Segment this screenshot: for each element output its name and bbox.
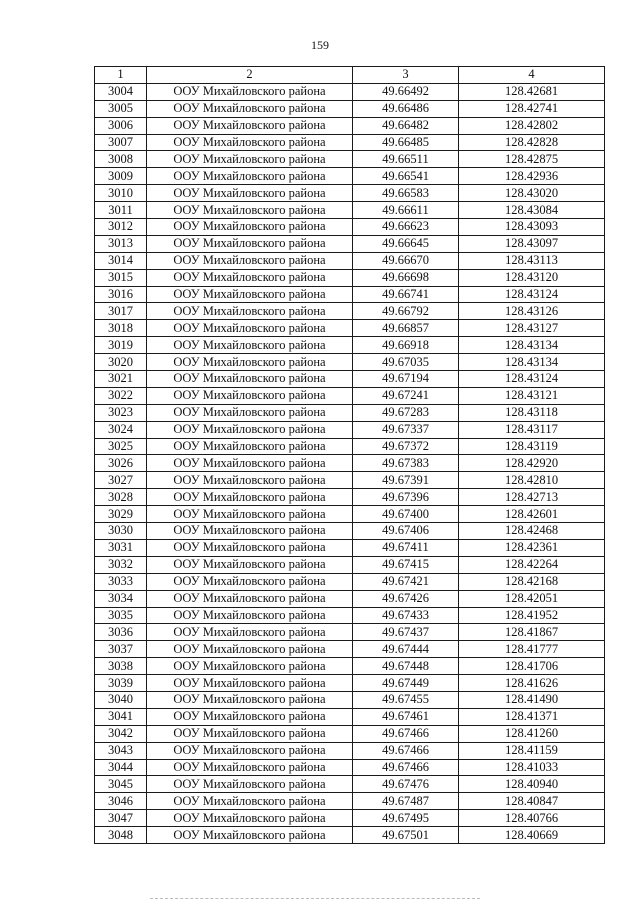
point-number-cell: 3034 xyxy=(95,590,147,607)
table-row xyxy=(95,337,605,354)
point-number-cell: 3047 xyxy=(95,810,147,827)
longitude-cell: 128.42802 xyxy=(459,117,605,134)
table-row xyxy=(95,827,605,844)
table-row xyxy=(95,607,605,624)
object-name-cell: ООУ Михайловского района xyxy=(147,556,353,573)
point-number-cell: 3009 xyxy=(95,168,147,185)
object-name-cell: ООУ Михайловского района xyxy=(147,810,353,827)
table-row xyxy=(95,472,605,489)
table-row xyxy=(95,185,605,202)
latitude-cell: 49.66541 xyxy=(353,168,459,185)
point-number-cell: 3038 xyxy=(95,658,147,675)
point-number-cell: 3030 xyxy=(95,523,147,540)
point-number-cell: 3046 xyxy=(95,793,147,810)
point-number-cell: 3029 xyxy=(95,506,147,523)
longitude-cell: 128.42468 xyxy=(459,523,605,540)
table-row xyxy=(95,742,605,759)
object-name-cell: ООУ Михайловского района xyxy=(147,252,353,269)
latitude-cell: 49.67444 xyxy=(353,641,459,658)
object-name-cell: ООУ Михайловского района xyxy=(147,202,353,219)
table-row xyxy=(95,658,605,675)
table-row xyxy=(95,810,605,827)
table-row xyxy=(95,134,605,151)
latitude-cell: 49.67495 xyxy=(353,810,459,827)
table-row xyxy=(95,371,605,388)
object-name-cell: ООУ Михайловского района xyxy=(147,742,353,759)
latitude-cell: 49.66698 xyxy=(353,269,459,286)
table-row xyxy=(95,83,605,100)
object-name-cell: ООУ Михайловского района xyxy=(147,641,353,658)
point-number-cell: 3035 xyxy=(95,607,147,624)
point-number-cell: 3044 xyxy=(95,759,147,776)
point-number-cell: 3010 xyxy=(95,185,147,202)
longitude-cell: 128.41490 xyxy=(459,691,605,708)
table-row xyxy=(95,523,605,540)
table-row xyxy=(95,100,605,117)
object-name-cell: ООУ Михайловского района xyxy=(147,320,353,337)
table-row xyxy=(95,202,605,219)
table-row xyxy=(95,438,605,455)
object-name-cell: ООУ Михайловского района xyxy=(147,607,353,624)
object-name-cell: ООУ Михайловского района xyxy=(147,404,353,421)
longitude-cell: 128.42828 xyxy=(459,134,605,151)
object-name-cell: ООУ Михайловского района xyxy=(147,286,353,303)
point-number-cell: 3027 xyxy=(95,472,147,489)
longitude-cell: 128.41371 xyxy=(459,708,605,725)
latitude-cell: 49.67501 xyxy=(353,827,459,844)
longitude-cell: 128.41777 xyxy=(459,641,605,658)
point-number-cell: 3042 xyxy=(95,725,147,742)
latitude-cell: 49.66583 xyxy=(353,185,459,202)
longitude-cell: 128.43127 xyxy=(459,320,605,337)
object-name-cell: ООУ Михайловского района xyxy=(147,235,353,252)
latitude-cell: 49.66482 xyxy=(353,117,459,134)
scan-artifact-line xyxy=(150,898,480,901)
latitude-cell: 49.67337 xyxy=(353,421,459,438)
object-name-cell: ООУ Михайловского района xyxy=(147,506,353,523)
longitude-cell: 128.40847 xyxy=(459,793,605,810)
latitude-cell: 49.67194 xyxy=(353,371,459,388)
point-number-cell: 3043 xyxy=(95,742,147,759)
object-name-cell: ООУ Михайловского района xyxy=(147,337,353,354)
point-number-cell: 3040 xyxy=(95,691,147,708)
table-row xyxy=(95,489,605,506)
longitude-cell: 128.43121 xyxy=(459,387,605,404)
object-name-cell: ООУ Михайловского района xyxy=(147,421,353,438)
object-name-cell: ООУ Михайловского района xyxy=(147,624,353,641)
point-number-cell: 3022 xyxy=(95,387,147,404)
object-name-cell: ООУ Михайловского района xyxy=(147,269,353,286)
point-number-cell: 3008 xyxy=(95,151,147,168)
table-row xyxy=(95,725,605,742)
object-name-cell: ООУ Михайловского района xyxy=(147,151,353,168)
point-number-cell: 3024 xyxy=(95,421,147,438)
latitude-cell: 49.67455 xyxy=(353,691,459,708)
table-row xyxy=(95,776,605,793)
longitude-cell: 128.43124 xyxy=(459,371,605,388)
object-name-cell: ООУ Михайловского района xyxy=(147,371,353,388)
point-number-cell: 3031 xyxy=(95,539,147,556)
latitude-cell: 49.67415 xyxy=(353,556,459,573)
column-header-3: 3 xyxy=(353,67,459,84)
point-number-cell: 3018 xyxy=(95,320,147,337)
table-row xyxy=(95,624,605,641)
longitude-cell: 128.42168 xyxy=(459,573,605,590)
object-name-cell: ООУ Михайловского района xyxy=(147,691,353,708)
longitude-cell: 128.43093 xyxy=(459,219,605,236)
latitude-cell: 49.66645 xyxy=(353,235,459,252)
table-row xyxy=(95,303,605,320)
point-number-cell: 3023 xyxy=(95,404,147,421)
longitude-cell: 128.42810 xyxy=(459,472,605,489)
table-row xyxy=(95,219,605,236)
longitude-cell: 128.42361 xyxy=(459,539,605,556)
latitude-cell: 49.66485 xyxy=(353,134,459,151)
object-name-cell: ООУ Михайловского района xyxy=(147,438,353,455)
latitude-cell: 49.67433 xyxy=(353,607,459,624)
latitude-cell: 49.67487 xyxy=(353,793,459,810)
latitude-cell: 49.66511 xyxy=(353,151,459,168)
latitude-cell: 49.67035 xyxy=(353,354,459,371)
table-row xyxy=(95,455,605,472)
point-number-cell: 3004 xyxy=(95,83,147,100)
point-number-cell: 3032 xyxy=(95,556,147,573)
longitude-cell: 128.43084 xyxy=(459,202,605,219)
latitude-cell: 49.66857 xyxy=(353,320,459,337)
object-name-cell: ООУ Михайловского района xyxy=(147,658,353,675)
object-name-cell: ООУ Михайловского района xyxy=(147,675,353,692)
latitude-cell: 49.67426 xyxy=(353,590,459,607)
table-row xyxy=(95,252,605,269)
object-name-cell: ООУ Михайловского района xyxy=(147,303,353,320)
point-number-cell: 3005 xyxy=(95,100,147,117)
point-number-cell: 3012 xyxy=(95,219,147,236)
latitude-cell: 49.67466 xyxy=(353,725,459,742)
longitude-cell: 128.42601 xyxy=(459,506,605,523)
latitude-cell: 49.67372 xyxy=(353,438,459,455)
longitude-cell: 128.41867 xyxy=(459,624,605,641)
object-name-cell: ООУ Михайловского района xyxy=(147,168,353,185)
latitude-cell: 49.66611 xyxy=(353,202,459,219)
latitude-cell: 49.67476 xyxy=(353,776,459,793)
coordinates-table xyxy=(94,66,605,844)
table-row xyxy=(95,573,605,590)
object-name-cell: ООУ Михайловского района xyxy=(147,455,353,472)
longitude-cell: 128.41952 xyxy=(459,607,605,624)
object-name-cell: ООУ Михайловского района xyxy=(147,185,353,202)
object-name-cell: ООУ Михайловского района xyxy=(147,725,353,742)
longitude-cell: 128.42681 xyxy=(459,83,605,100)
table-row xyxy=(95,404,605,421)
latitude-cell: 49.67461 xyxy=(353,708,459,725)
table-row xyxy=(95,506,605,523)
object-name-cell: ООУ Михайловского района xyxy=(147,708,353,725)
point-number-cell: 3037 xyxy=(95,641,147,658)
object-name-cell: ООУ Михайловского района xyxy=(147,83,353,100)
longitude-cell: 128.41260 xyxy=(459,725,605,742)
column-header-1: 1 xyxy=(95,67,147,84)
latitude-cell: 49.67283 xyxy=(353,404,459,421)
latitude-cell: 49.66670 xyxy=(353,252,459,269)
point-number-cell: 3019 xyxy=(95,337,147,354)
longitude-cell: 128.40766 xyxy=(459,810,605,827)
point-number-cell: 3036 xyxy=(95,624,147,641)
point-number-cell: 3026 xyxy=(95,455,147,472)
page-number: 159 xyxy=(311,38,329,52)
latitude-cell: 49.67466 xyxy=(353,759,459,776)
object-name-cell: ООУ Михайловского района xyxy=(147,759,353,776)
longitude-cell: 128.43117 xyxy=(459,421,605,438)
point-number-cell: 3011 xyxy=(95,202,147,219)
table-row xyxy=(95,235,605,252)
longitude-cell: 128.43124 xyxy=(459,286,605,303)
table-header-row xyxy=(95,67,605,84)
table-body xyxy=(95,83,605,843)
latitude-cell: 49.67449 xyxy=(353,675,459,692)
latitude-cell: 49.66486 xyxy=(353,100,459,117)
table-row xyxy=(95,556,605,573)
point-number-cell: 3007 xyxy=(95,134,147,151)
table-row xyxy=(95,168,605,185)
longitude-cell: 128.40669 xyxy=(459,827,605,844)
table-row xyxy=(95,387,605,404)
point-number-cell: 3020 xyxy=(95,354,147,371)
table-row xyxy=(95,117,605,134)
longitude-cell: 128.43134 xyxy=(459,337,605,354)
object-name-cell: ООУ Михайловского района xyxy=(147,793,353,810)
table-row xyxy=(95,759,605,776)
table-row xyxy=(95,590,605,607)
table-row xyxy=(95,354,605,371)
table-row xyxy=(95,793,605,810)
latitude-cell: 49.67241 xyxy=(353,387,459,404)
latitude-cell: 49.67466 xyxy=(353,742,459,759)
latitude-cell: 49.67406 xyxy=(353,523,459,540)
longitude-cell: 128.41033 xyxy=(459,759,605,776)
latitude-cell: 49.67391 xyxy=(353,472,459,489)
longitude-cell: 128.43120 xyxy=(459,269,605,286)
longitude-cell: 128.43020 xyxy=(459,185,605,202)
point-number-cell: 3016 xyxy=(95,286,147,303)
object-name-cell: ООУ Михайловского района xyxy=(147,472,353,489)
point-number-cell: 3014 xyxy=(95,252,147,269)
point-number-cell: 3017 xyxy=(95,303,147,320)
table-row xyxy=(95,286,605,303)
latitude-cell: 49.66792 xyxy=(353,303,459,320)
table-row xyxy=(95,421,605,438)
point-number-cell: 3048 xyxy=(95,827,147,844)
point-number-cell: 3025 xyxy=(95,438,147,455)
longitude-cell: 128.42741 xyxy=(459,100,605,117)
latitude-cell: 49.66623 xyxy=(353,219,459,236)
latitude-cell: 49.67421 xyxy=(353,573,459,590)
point-number-cell: 3021 xyxy=(95,371,147,388)
latitude-cell: 49.66918 xyxy=(353,337,459,354)
point-number-cell: 3033 xyxy=(95,573,147,590)
latitude-cell: 49.67400 xyxy=(353,506,459,523)
object-name-cell: ООУ Михайловского района xyxy=(147,117,353,134)
point-number-cell: 3041 xyxy=(95,708,147,725)
table-row xyxy=(95,675,605,692)
object-name-cell: ООУ Михайловского района xyxy=(147,590,353,607)
object-name-cell: ООУ Михайловского района xyxy=(147,219,353,236)
latitude-cell: 49.67448 xyxy=(353,658,459,675)
table-row xyxy=(95,269,605,286)
point-number-cell: 3045 xyxy=(95,776,147,793)
column-header-4: 4 xyxy=(459,67,605,84)
table-row xyxy=(95,539,605,556)
table-row xyxy=(95,151,605,168)
latitude-cell: 49.67411 xyxy=(353,539,459,556)
longitude-cell: 128.42936 xyxy=(459,168,605,185)
longitude-cell: 128.42920 xyxy=(459,455,605,472)
table-row xyxy=(95,641,605,658)
object-name-cell: ООУ Михайловского района xyxy=(147,539,353,556)
object-name-cell: ООУ Михайловского района xyxy=(147,573,353,590)
longitude-cell: 128.41159 xyxy=(459,742,605,759)
point-number-cell: 3028 xyxy=(95,489,147,506)
longitude-cell: 128.43126 xyxy=(459,303,605,320)
table-row xyxy=(95,691,605,708)
object-name-cell: ООУ Михайловского района xyxy=(147,100,353,117)
latitude-cell: 49.67437 xyxy=(353,624,459,641)
longitude-cell: 128.41706 xyxy=(459,658,605,675)
object-name-cell: ООУ Михайловского района xyxy=(147,134,353,151)
longitude-cell: 128.43118 xyxy=(459,404,605,421)
longitude-cell: 128.43134 xyxy=(459,354,605,371)
object-name-cell: ООУ Михайловского района xyxy=(147,827,353,844)
longitude-cell: 128.42051 xyxy=(459,590,605,607)
object-name-cell: ООУ Михайловского района xyxy=(147,354,353,371)
point-number-cell: 3013 xyxy=(95,235,147,252)
latitude-cell: 49.67396 xyxy=(353,489,459,506)
column-header-2: 2 xyxy=(147,67,353,84)
object-name-cell: ООУ Михайловского района xyxy=(147,387,353,404)
longitude-cell: 128.42713 xyxy=(459,489,605,506)
object-name-cell: ООУ Михайловского района xyxy=(147,776,353,793)
point-number-cell: 3039 xyxy=(95,675,147,692)
longitude-cell: 128.42875 xyxy=(459,151,605,168)
latitude-cell: 49.66741 xyxy=(353,286,459,303)
latitude-cell: 49.66492 xyxy=(353,83,459,100)
object-name-cell: ООУ Михайловского района xyxy=(147,489,353,506)
longitude-cell: 128.43113 xyxy=(459,252,605,269)
latitude-cell: 49.67383 xyxy=(353,455,459,472)
object-name-cell: ООУ Михайловского района xyxy=(147,523,353,540)
table-row xyxy=(95,708,605,725)
longitude-cell: 128.42264 xyxy=(459,556,605,573)
table-row xyxy=(95,320,605,337)
point-number-cell: 3015 xyxy=(95,269,147,286)
longitude-cell: 128.41626 xyxy=(459,675,605,692)
longitude-cell: 128.40940 xyxy=(459,776,605,793)
point-number-cell: 3006 xyxy=(95,117,147,134)
longitude-cell: 128.43097 xyxy=(459,235,605,252)
longitude-cell: 128.43119 xyxy=(459,438,605,455)
